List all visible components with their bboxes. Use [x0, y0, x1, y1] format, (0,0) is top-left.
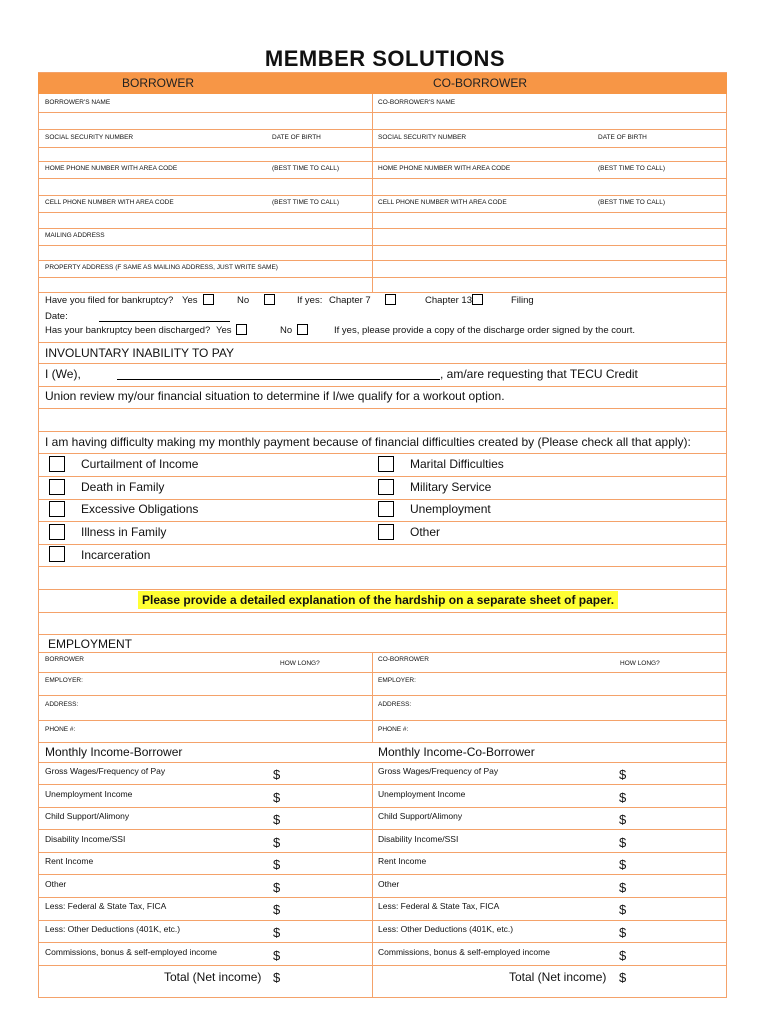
incarceration-label: Incarceration: [81, 548, 151, 562]
income-borrower-heading: Monthly Income-Borrower: [45, 745, 183, 759]
income-label-commissions: Commissions, bonus & self-employed income: [45, 947, 217, 957]
emp-borrower-label: BORROWER: [45, 656, 84, 663]
hardship-note: Please provide a detailed explanation of the hardship on a separate sheet of paper.: [138, 591, 618, 609]
requesting-text: , am/are requesting that TECU Credit: [440, 367, 638, 381]
other-label: Other: [410, 525, 441, 539]
rule: [38, 762, 727, 763]
rule: [38, 147, 727, 148]
total-label: Total (Net income): [164, 970, 262, 984]
page-title: MEMBER SOLUTIONS: [264, 46, 506, 71]
co-phone-label: PHONE #:: [378, 726, 409, 733]
currency-sign: $: [619, 948, 627, 963]
co-ssn-label: SOCIAL SECURITY NUMBER: [378, 134, 467, 141]
bankruptcy-question: Have you filed for bankruptcy?: [45, 295, 174, 306]
co-borrower-header: CO-BORROWER: [433, 76, 527, 90]
rule: [38, 807, 727, 808]
co-income-label-gross-wages: Gross Wages/Frequency of Pay: [378, 766, 499, 776]
employer-label: EMPLOYER:: [45, 677, 83, 684]
currency-sign: $: [273, 948, 281, 963]
currency-sign: $: [273, 790, 281, 805]
marital-checkbox[interactable]: [378, 456, 394, 472]
borrower-header: BORROWER: [122, 76, 194, 90]
co-home-phone-label: HOME PHONE NUMBER WITH AREA CODE: [378, 165, 511, 172]
rule: [38, 212, 727, 213]
co-income-label-rent: Rent Income: [378, 856, 427, 866]
involuntary-heading: INVOLUNTARY INABILITY TO PAY: [45, 346, 234, 360]
best-time-label: (BEST TIME TO CALL): [272, 165, 340, 172]
rule: [38, 521, 727, 522]
rule: [38, 695, 727, 696]
rule: [38, 386, 727, 387]
rule: [38, 874, 727, 875]
column-divider: [372, 94, 373, 292]
co-income-label-tax: Less: Federal & State Tax, FICA: [378, 901, 500, 911]
date-input-line[interactable]: [99, 321, 230, 322]
rule: [38, 476, 727, 477]
unemployment-label: Unemployment: [410, 502, 491, 516]
property-address-label: PROPERTY ADDRESS (F SAME AS MAILING ADDRESS, JUST WRITE SAME): [45, 264, 278, 271]
co-borrowers-name-label: CO-BORROWER'S NAME: [378, 99, 456, 106]
rule: [38, 720, 727, 721]
rule: [38, 634, 727, 635]
chapter7-checkbox[interactable]: [385, 294, 396, 305]
rule: [38, 742, 727, 743]
income-label-tax: Less: Federal & State Tax, FICA: [45, 901, 167, 911]
currency-sign: $: [619, 812, 627, 827]
home-phone-label: HOME PHONE NUMBER WITH AREA CODE: [45, 165, 178, 172]
name-input-line[interactable]: [117, 379, 440, 380]
borrowers-name-label: BORROWER'S NAME: [45, 99, 111, 106]
rule: [38, 195, 727, 196]
income-label-child-support: Child Support/Alimony: [45, 811, 130, 821]
illness-label: Illness in Family: [81, 525, 167, 539]
discharged-yes-checkbox[interactable]: [236, 324, 247, 335]
phone-label: PHONE #:: [45, 726, 76, 733]
if-yes-label: If yes:: [297, 295, 323, 306]
rule: [38, 277, 727, 278]
currency-sign: $: [273, 767, 281, 782]
chapter13-label: Chapter 13: [425, 295, 473, 306]
other-checkbox[interactable]: [378, 524, 394, 540]
currency-sign: $: [619, 880, 627, 895]
column-divider: [372, 762, 373, 998]
bankruptcy-yes-checkbox[interactable]: [203, 294, 214, 305]
rule: [38, 129, 727, 130]
co-employer-label: EMPLOYER:: [378, 677, 416, 684]
currency-sign: $: [273, 812, 281, 827]
bankruptcy-yes-label: Yes: [182, 295, 198, 306]
military-label: Military Service: [410, 480, 492, 494]
currency-sign: $: [273, 835, 281, 850]
employment-heading: EMPLOYMENT: [48, 637, 133, 651]
rule: [38, 499, 727, 500]
co-income-label-disability: Disability Income/SSI: [378, 834, 459, 844]
military-checkbox[interactable]: [378, 479, 394, 495]
incarceration-checkbox[interactable]: [49, 546, 65, 562]
bankruptcy-no-checkbox[interactable]: [264, 294, 275, 305]
curtailment-label: Curtailment of Income: [81, 457, 199, 471]
rule: [38, 852, 727, 853]
rule: [38, 566, 727, 567]
discharged-yes-label: Yes: [216, 325, 232, 336]
marital-label: Marital Difficulties: [410, 457, 504, 471]
income-label-disability: Disability Income/SSI: [45, 834, 126, 844]
bankruptcy-no-label: No: [237, 295, 250, 306]
rule: [38, 431, 727, 432]
ssn-label: SOCIAL SECURITY NUMBER: [45, 134, 134, 141]
discharged-no-checkbox[interactable]: [297, 324, 308, 335]
excessive-label: Excessive Obligations: [81, 502, 199, 516]
rule: [38, 292, 727, 293]
income-label-deductions: Less: Other Deductions (401K, etc.): [45, 924, 181, 934]
chapter13-checkbox[interactable]: [472, 294, 483, 305]
currency-sign: $: [273, 857, 281, 872]
co-cell-phone-label: CELL PHONE NUMBER WITH AREA CODE: [378, 199, 507, 206]
co-best-time-label: (BEST TIME TO CALL): [598, 165, 666, 172]
income-co-borrower-heading: Monthly Income-Co-Borrower: [378, 745, 535, 759]
co-dob-label: DATE OF BIRTH: [598, 134, 647, 141]
currency-sign: $: [619, 835, 627, 850]
co-total-currency-sign: $: [619, 970, 627, 985]
rule: [38, 829, 727, 830]
curtailment-checkbox[interactable]: [49, 456, 65, 472]
chapter7-label: Chapter 7: [329, 295, 371, 306]
co-total-label: Total (Net income): [509, 970, 607, 984]
discharged-no-label: No: [280, 325, 293, 336]
co-income-label-child-support: Child Support/Alimony: [378, 811, 463, 821]
filing-label: Filing: [511, 295, 534, 306]
hardship-intro: I am having difficulty making my monthly payment because of financial difficulties created by (Please check all that apply):: [45, 435, 691, 449]
currency-sign: $: [619, 790, 627, 805]
rule: [38, 544, 727, 545]
rule: [38, 363, 727, 364]
death-checkbox[interactable]: [49, 479, 65, 495]
date-label: Date:: [45, 311, 68, 322]
union-review-text: Union review my/our financial situation to determine if I/we qualify for a workout option.: [45, 389, 505, 403]
cell-phone-label: CELL PHONE NUMBER WITH AREA CODE: [45, 199, 174, 206]
i-we-label: I (We),: [45, 367, 81, 381]
rule: [38, 920, 727, 921]
illness-checkbox[interactable]: [49, 524, 65, 540]
cell-best-time-label: (BEST TIME TO CALL): [272, 199, 340, 206]
discharged-question: Has your bankruptcy been discharged?: [45, 325, 211, 336]
rule: [38, 228, 727, 229]
unemployment-checkbox[interactable]: [378, 501, 394, 517]
rule: [38, 652, 727, 653]
currency-sign: $: [273, 902, 281, 917]
rule: [38, 112, 727, 113]
header-bar: [38, 73, 727, 94]
income-label-gross-wages: Gross Wages/Frequency of Pay: [45, 766, 166, 776]
income-label-unemployment: Unemployment Income: [45, 789, 133, 799]
co-address-label: ADDRESS:: [378, 701, 412, 708]
column-divider: [372, 652, 373, 742]
rule: [38, 897, 727, 898]
currency-sign: $: [273, 925, 281, 940]
co-cell-best-time-label: (BEST TIME TO CALL): [598, 199, 666, 206]
death-label: Death in Family: [81, 480, 165, 494]
rule: [38, 965, 727, 966]
rule: [38, 589, 727, 590]
rule: [38, 408, 727, 409]
rule: [38, 260, 727, 261]
rule: [38, 942, 727, 943]
currency-sign: $: [619, 857, 627, 872]
dob-label: DATE OF BIRTH: [272, 134, 321, 141]
excessive-checkbox[interactable]: [49, 501, 65, 517]
rule: [38, 453, 727, 454]
income-label-rent: Rent Income: [45, 856, 94, 866]
income-label-other: Other: [45, 879, 67, 889]
emp-co-how-long-label: HOW LONG?: [620, 660, 660, 667]
co-income-label-deductions: Less: Other Deductions (401K, etc.): [378, 924, 514, 934]
rule: [38, 672, 727, 673]
address-label: ADDRESS:: [45, 701, 79, 708]
co-income-label-other: Other: [378, 879, 400, 889]
currency-sign: $: [619, 925, 627, 940]
mailing-address-label: MAILING ADDRESS: [45, 232, 105, 239]
rule: [38, 245, 727, 246]
total-currency-sign: $: [273, 970, 281, 985]
co-income-label-unemployment: Unemployment Income: [378, 789, 466, 799]
emp-co-borrower-label: CO-BORROWER: [378, 656, 429, 663]
rule: [38, 342, 727, 343]
rule: [38, 784, 727, 785]
discharge-note: If yes, please provide a copy of the discharge order signed by the court.: [334, 325, 636, 336]
emp-how-long-label: HOW LONG?: [280, 660, 320, 667]
currency-sign: $: [619, 902, 627, 917]
rule: [38, 161, 727, 162]
currency-sign: $: [273, 880, 281, 895]
currency-sign: $: [619, 767, 627, 782]
co-income-label-commissions: Commissions, bonus & self-employed income: [378, 947, 550, 957]
rule: [38, 178, 727, 179]
rule: [38, 612, 727, 613]
